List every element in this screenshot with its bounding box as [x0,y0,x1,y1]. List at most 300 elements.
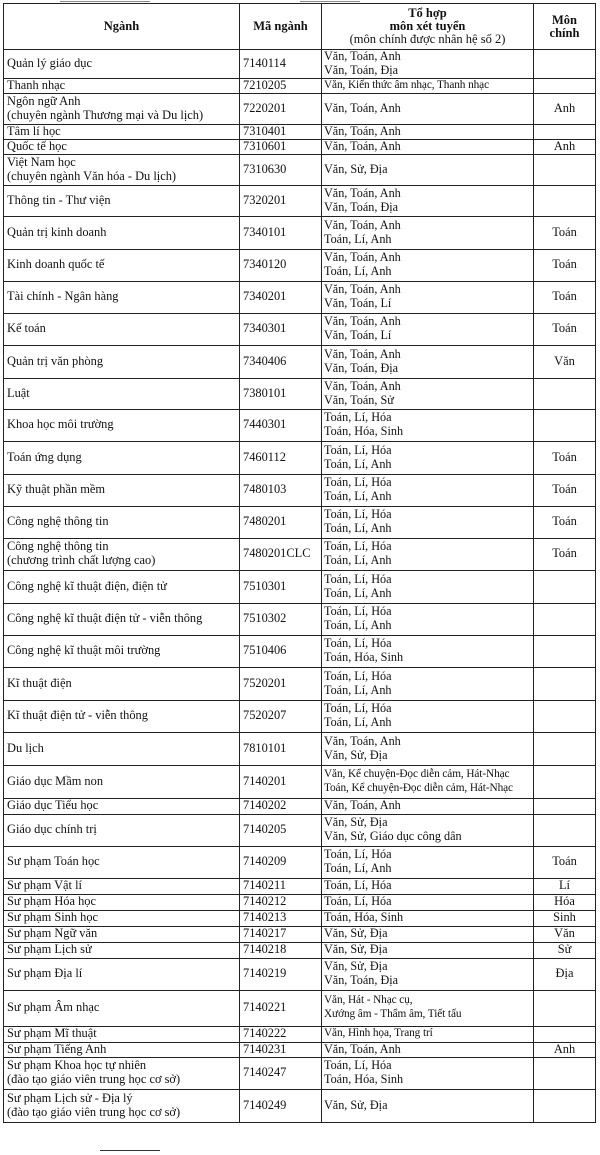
main-subject-cell: Toán [534,846,596,878]
major-code-cell: 7510302 [240,603,322,635]
major-name-line: Công nghệ kĩ thuật môi trường [7,643,161,658]
table-row [4,409,596,441]
subject-combination: Văn, Toán, Anh [324,282,401,297]
subject-combination: Văn, Toán, Anh [324,100,401,115]
subject-combination: Văn, Toán, Anh [324,314,401,329]
major-name-line: Thông tin - Thư viện [7,192,111,207]
major-name-line: Sư phạm Âm nhạc [7,1000,100,1015]
subject-combination-cell [322,926,534,942]
main-subject-cell [534,990,596,1026]
main-subject-cell [534,732,596,765]
major-name-line: Công nghệ thông tin [7,539,109,554]
major-name-cell [4,846,240,878]
main-subject-cell [534,378,596,409]
subject-combination: Toán, Lí, Hóa [324,410,392,425]
main-subject-cell: Toán [534,441,596,474]
subject-combination-cell [322,814,534,846]
table-row [4,1089,596,1122]
subject-combination-cell [322,474,534,506]
main-subject-cell: Toán [534,538,596,570]
table-row [4,93,596,124]
subject-combination: Văn, Toán, Anh [324,346,401,361]
table-row [4,1026,596,1042]
table-row [4,78,596,93]
table-row [4,50,596,79]
table-row [4,667,596,700]
major-name-line: Sư phạm Hóa học [7,894,96,909]
subject-combination: Xướng âm - Thẩm âm, Tiết tấu [324,1008,462,1021]
subject-combination: Toán, Lí, Anh [324,553,392,568]
subject-combination: Toán, Lí, Hóa [324,894,392,909]
major-name-line: Công nghệ kĩ thuật điện, điện tử [7,578,167,593]
subject-combination: Toán, Lí, Hóa [324,668,392,683]
table-body [4,50,596,1123]
major-name-cell [4,474,240,506]
subject-combination: Văn, Kiến thức âm nhạc, Thanh nhạc [324,78,490,91]
subject-combination: Văn, Toán, Anh [324,138,401,153]
subject-combination: Toán, Lí, Hóa [324,847,392,862]
major-name-line: Thanh nhạc [7,77,66,92]
main-subject-cell [534,124,596,139]
subject-combination-cell [322,281,534,313]
major-name-cell [4,942,240,958]
subject-combination: Toán, Lí, Anh [324,264,392,279]
header-combination-subtitle: môn xét tuyển [389,19,466,33]
subject-combination: Toán, Lí, Hóa [324,475,392,490]
subject-combination: Văn, Sử, Giáo dục công dân [324,829,462,844]
major-code-cell: 7210205 [240,78,322,93]
subject-combination-cell [322,878,534,894]
main-subject-cell [534,798,596,814]
major-name-cell [4,1057,240,1089]
subject-combination-cell [322,958,534,990]
major-code-cell: 7460112 [240,441,322,474]
main-subject-cell: Toán [534,313,596,345]
subject-combination: Toán, Lí, Hóa [324,701,392,716]
table-header-row [4,4,596,50]
major-name-line: Toán ứng dụng [7,449,82,464]
main-subject-cell: Lí [534,878,596,894]
main-subject-cell: Anh [534,93,596,124]
subject-combination-cell [322,124,534,139]
table-row [4,124,596,139]
major-name-line: (chương trình chất lượng cao) [7,553,156,568]
subject-combination: Văn, Toán, Anh [324,217,401,232]
major-name-cell [4,926,240,942]
main-subject-cell [534,635,596,667]
table-row [4,139,596,154]
header-combination-note: (môn chính được nhân hệ số 2) [349,32,506,46]
major-name-line: Sư phạm Lịch sử [7,942,92,957]
subject-combination-cell [322,570,534,603]
subject-combination-cell [322,846,534,878]
main-subject-cell [534,154,596,185]
table-row [4,942,596,958]
table-row [4,798,596,814]
major-code-cell: 7340120 [240,249,322,281]
major-name-line: Sư phạm Ngữ văn [7,926,98,941]
major-name-cell [4,249,240,281]
header-main-line2: chính [549,25,580,40]
table-row [4,249,596,281]
main-subject-cell [534,50,596,79]
subject-combination: Toán, Lí, Anh [324,682,392,697]
major-code-cell: 7520201 [240,667,322,700]
subject-combination-cell [322,506,534,538]
table-row [4,570,596,603]
main-subject-cell: Sử [534,942,596,958]
major-name-line: Giáo dục chính trị [7,822,97,837]
table-row [4,700,596,732]
major-name-cell [4,378,240,409]
table-row [4,814,596,846]
table-row [4,894,596,910]
main-subject-cell: Văn [534,345,596,378]
subject-combination-cell [322,50,534,79]
major-name-cell [4,345,240,378]
major-name-cell [4,798,240,814]
major-code-cell: 7140211 [240,878,322,894]
major-name-cell [4,154,240,185]
subject-combination-cell [322,603,534,635]
table-row [4,635,596,667]
subject-combination-cell [322,1057,534,1089]
major-code-cell: 7310601 [240,139,322,154]
subject-combination: Văn, Toán, Lí [324,328,392,343]
subject-combination-cell [322,441,534,474]
subject-combination-cell [322,409,534,441]
subject-combination-cell [322,538,534,570]
major-code-cell: 7480201 [240,506,322,538]
major-name-line: Công nghệ thông tin [7,514,109,529]
header-main-line1: Môn [552,12,577,27]
main-subject-cell [534,1089,596,1122]
subject-combination: Toán, Lí, Hóa [324,507,392,522]
major-code-cell: 7140114 [240,50,322,79]
main-subject-cell [534,1026,596,1042]
header-combination [322,4,534,50]
header-combination-title: Tổ hợp [408,6,447,20]
subject-combination: Văn, Sử, Địa [324,161,388,176]
subject-combination-cell [322,798,534,814]
main-subject-cell: Hóa [534,894,596,910]
major-code-cell: 7340406 [240,345,322,378]
major-code-cell: 7480103 [240,474,322,506]
subject-combination-cell [322,345,534,378]
major-name-line: (chuyên ngành Thương mại và Du lịch) [7,107,204,122]
subject-combination: Toán, Lí, Anh [324,861,392,876]
major-code-cell: 7140222 [240,1026,322,1042]
main-subject-cell [534,570,596,603]
major-code-cell: 7810101 [240,732,322,765]
major-code-cell: 7380101 [240,378,322,409]
subject-combination-cell [322,732,534,765]
major-name-cell [4,506,240,538]
main-subject-cell: Toán [534,474,596,506]
major-code-cell: 7140217 [240,926,322,942]
major-code-cell: 7520207 [240,700,322,732]
subject-combination: Văn, Sử, Địa [324,959,388,974]
major-code-cell: 7140209 [240,846,322,878]
table-row [4,506,596,538]
subject-combination: Toán, Hóa, Sinh [324,910,404,925]
table-row [4,538,596,570]
subject-combination: Văn, Sử, Địa [324,942,388,957]
table-row [4,846,596,878]
table-row [4,313,596,345]
main-subject-cell [534,78,596,93]
major-name-cell [4,667,240,700]
major-name-line: Công nghệ kĩ thuật điện tử - viễn thông [7,611,203,626]
subject-combination-cell [322,700,534,732]
major-name-cell [4,139,240,154]
subject-combination-cell [322,185,534,216]
subject-combination: Văn, Hát - Nhạc cụ, [324,994,413,1007]
major-code-cell: 7140205 [240,814,322,846]
subject-combination: Toán, Lí, Anh [324,585,392,600]
table-row [4,185,596,216]
major-name-line: Sư phạm Vật lí [7,878,82,893]
subject-combination: Toán, Kể chuyện-Đọc diễn cảm, Hát-Nhạc [324,781,513,794]
subject-combination: Văn, Toán, Anh [324,123,401,138]
major-name-cell [4,313,240,345]
major-name-cell [4,910,240,926]
major-name-line: Việt Nam học [7,154,76,169]
subject-combination: Văn, Sử, Địa [324,747,388,762]
subject-combination: Văn, Sử, Địa [324,1097,388,1112]
subject-combination: Văn, Toán, Anh [324,1041,401,1056]
table-row [4,281,596,313]
major-name-cell [4,894,240,910]
subject-combination: Văn, Sử, Địa [324,815,388,830]
major-code-cell: 7140231 [240,1042,322,1057]
subject-combination-cell [322,378,534,409]
major-name-line: Kỹ thuật phần mềm [7,482,106,497]
major-code-cell: 7140247 [240,1057,322,1089]
header-main-subject [534,4,596,50]
main-subject-cell: Văn [534,926,596,942]
table-row [4,603,596,635]
subject-combination: Toán, Lí, Hóa [324,1058,392,1073]
main-subject-cell: Toán [534,506,596,538]
major-code-cell: 7220201 [240,93,322,124]
table-row [4,765,596,798]
subject-combination: Toán, Lí, Hóa [324,636,392,651]
major-code-cell: 7340101 [240,216,322,249]
subject-combination: Văn, Toán, Sử [324,392,394,407]
major-name-cell [4,93,240,124]
subject-combination: Toán, Lí, Hóa [324,571,392,586]
major-name-line: Giáo dục Mầm non [7,773,104,788]
major-name-line: Sư phạm Mĩ thuật [7,1026,97,1041]
major-name-line: Quản trị văn phòng [7,353,104,368]
subject-combination-cell [322,78,534,93]
subject-combination-cell [322,216,534,249]
major-name-line: Quản trị kinh doanh [7,224,107,239]
major-code-cell: 7140221 [240,990,322,1026]
major-name-line: Sư phạm Sinh học [7,910,99,925]
subject-combination: Toán, Lí, Hóa [324,539,392,554]
major-name-line: Luật [7,385,30,400]
main-subject-cell: Toán [534,216,596,249]
major-name-line: Giáo dục Tiểu học [7,798,99,813]
main-subject-cell [534,700,596,732]
major-name-line: Du lịch [7,740,44,755]
major-name-cell [4,538,240,570]
major-name-cell [4,958,240,990]
major-name-cell [4,409,240,441]
major-name-line: Sư phạm Tiếng Anh [7,1041,107,1056]
table-row [4,345,596,378]
table-row [4,1042,596,1057]
subject-combination-cell [322,313,534,345]
main-subject-cell: Sinh [534,910,596,926]
subject-combination: Văn, Toán, Anh [324,798,401,813]
header-major: Ngành [4,4,240,50]
major-code-cell: 7320201 [240,185,322,216]
major-name-line: (đào tạo giáo viên trung học cơ sở) [7,1104,181,1119]
main-subject-cell: Anh [534,139,596,154]
subject-combination: Toán, Lí, Hóa [324,604,392,619]
main-subject-cell: Toán [534,281,596,313]
subject-combination: Toán, Lí, Anh [324,618,392,633]
table-row [4,910,596,926]
major-code-cell: 7140213 [240,910,322,926]
major-code-cell: 7140219 [240,958,322,990]
subject-combination: Toán, Hóa, Sinh [324,1072,404,1087]
major-name-cell [4,814,240,846]
major-name-line: Quốc tế học [7,138,67,153]
subject-combination: Văn, Toán, Anh [324,378,401,393]
major-name-line: Sư phạm Lịch sử - Địa lý [7,1090,133,1105]
admission-majors-table [3,3,596,1123]
major-name-cell [4,216,240,249]
major-code-cell: 7440301 [240,409,322,441]
major-name-cell [4,50,240,79]
major-name-cell [4,635,240,667]
major-code-cell: 7340301 [240,313,322,345]
major-code-cell: 7510406 [240,635,322,667]
subject-combination: Văn, Toán, Địa [324,62,399,77]
main-subject-cell [534,603,596,635]
subject-combination: Văn, Hình họa, Trang trí [324,1027,433,1040]
major-name-line: Sư phạm Toán học [7,854,100,869]
subject-combination: Văn, Toán, Địa [324,199,399,214]
subject-combination: Văn, Toán, Anh [324,49,401,63]
major-name-line: Sư phạm Địa lí [7,966,83,981]
major-name-line: Tài chính - Ngân hàng [7,289,119,304]
subject-combination-cell [322,894,534,910]
subject-combination: Toán, Lí, Anh [324,489,392,504]
main-subject-cell [534,409,596,441]
subject-combination: Văn, Toán, Anh [324,250,401,265]
main-subject-cell [534,814,596,846]
subject-combination-cell [322,1042,534,1057]
subject-combination: Văn, Kể chuyện-Đọc diễn cảm, Hát-Nhạc [324,767,510,780]
subject-combination: Toán, Lí, Anh [324,456,392,471]
table-row [4,878,596,894]
cropped-next-row [100,1150,160,1155]
major-name-line: Quản lý giáo dục [7,55,92,70]
major-name-line: (đào tạo giáo viên trung học cơ sở) [7,1072,181,1087]
major-name-cell [4,700,240,732]
major-name-line: Ngôn ngữ Anh [7,93,81,108]
subject-combination: Văn, Toán, Anh [324,733,401,748]
subject-combination-cell [322,667,534,700]
table-row [4,216,596,249]
subject-combination-cell [322,139,534,154]
major-name-cell [4,732,240,765]
subject-combination-cell [322,765,534,798]
major-name-cell [4,603,240,635]
major-code-cell: 7310630 [240,154,322,185]
main-subject-cell: Toán [534,249,596,281]
major-code-cell: 7510301 [240,570,322,603]
table-row [4,378,596,409]
main-subject-cell [534,765,596,798]
major-code-cell: 7140218 [240,942,322,958]
subject-combination-cell [322,1089,534,1122]
major-name-cell [4,78,240,93]
subject-combination-cell [322,910,534,926]
table-row [4,958,596,990]
table-row [4,926,596,942]
major-code-cell: 7340201 [240,281,322,313]
major-name-cell [4,570,240,603]
major-code-cell: 7310401 [240,124,322,139]
major-name-cell [4,441,240,474]
major-code-cell: 7140249 [240,1089,322,1122]
subject-combination-cell [322,942,534,958]
subject-combination: Văn, Toán, Địa [324,973,399,988]
table-row [4,441,596,474]
table-row [4,1057,596,1089]
major-name-line: Kĩ thuật điện [7,675,72,690]
subject-combination: Toán, Lí, Anh [324,521,392,536]
subject-combination-cell [322,990,534,1026]
table-row [4,990,596,1026]
major-name-cell [4,281,240,313]
subject-combination: Văn, Toán, Lí [324,296,392,311]
subject-combination: Văn, Toán, Anh [324,185,401,200]
subject-combination-cell [322,249,534,281]
subject-combination-cell [322,1026,534,1042]
major-name-cell [4,185,240,216]
major-name-line: Kinh doanh quốc tế [7,257,105,272]
major-name-line: (chuyên ngành Văn hóa - Du lịch) [7,168,177,183]
subject-combination: Văn, Toán, Địa [324,360,399,375]
major-code-cell: 7140212 [240,894,322,910]
table-row [4,154,596,185]
main-subject-cell: Địa [534,958,596,990]
subject-combination-cell [322,154,534,185]
major-name-line: Kế toán [7,321,46,336]
major-name-line: Kĩ thuật điện tử - viễn thông [7,708,148,723]
major-name-cell [4,1089,240,1122]
main-subject-cell [534,1057,596,1089]
subject-combination-cell [322,93,534,124]
header-code: Mã ngành [240,4,322,50]
subject-combination: Toán, Hóa, Sinh [324,650,404,665]
major-name-line: Khoa học môi trường [7,417,114,432]
major-name-cell [4,765,240,798]
major-code-cell: 7140201 [240,765,322,798]
major-name-cell [4,878,240,894]
major-name-line: Sư phạm Khoa học tự nhiên [7,1058,147,1073]
major-code-cell: 7140202 [240,798,322,814]
subject-combination: Toán, Lí, Anh [324,715,392,730]
major-code-cell: 7480201CLC [240,538,322,570]
